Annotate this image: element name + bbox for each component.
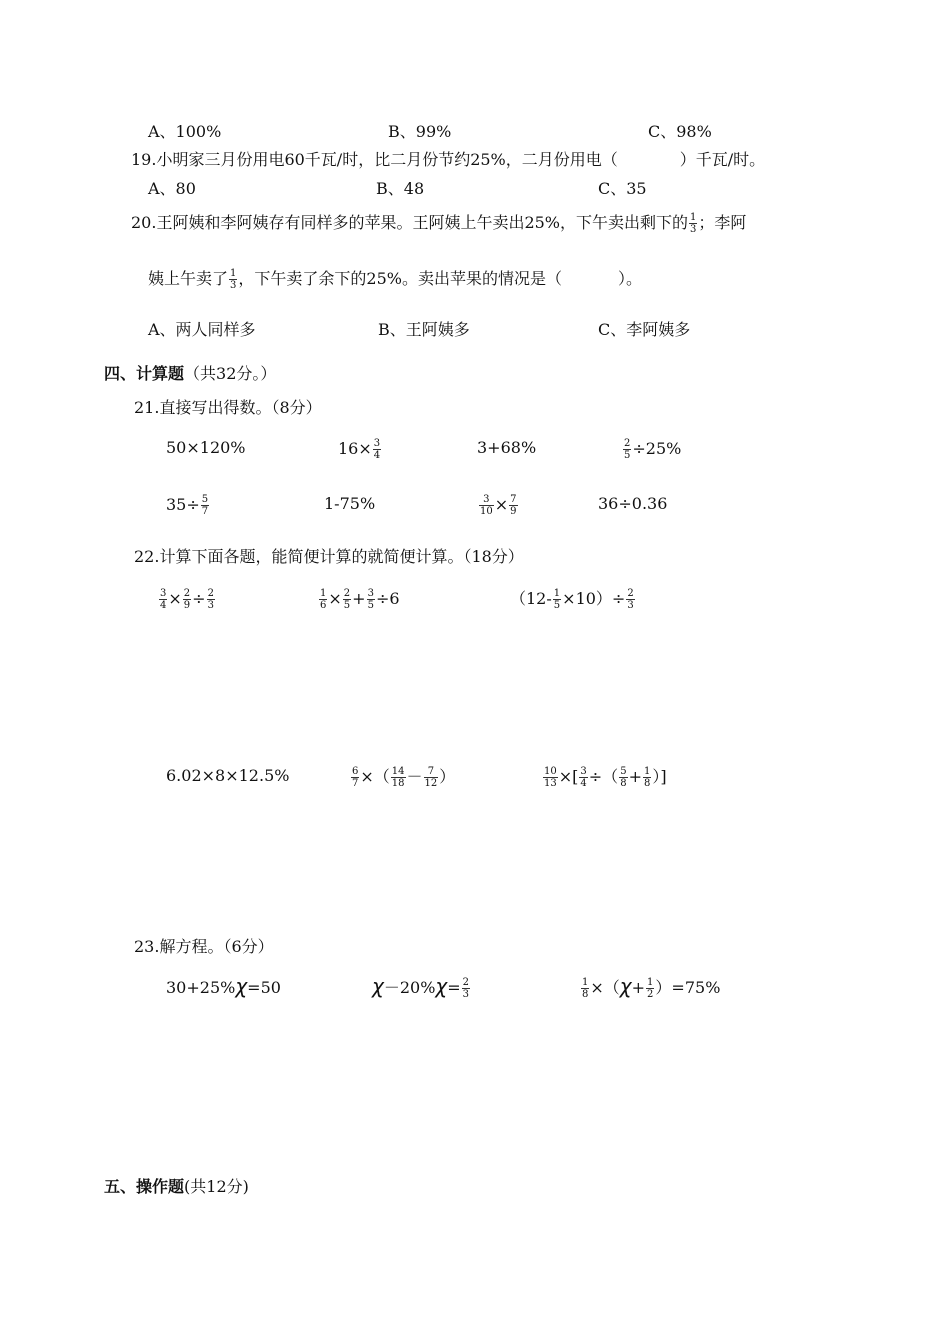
q20-stem-line1 (131, 212, 746, 235)
q22-problem-3: （12- $\frac{1}{5}$ ×10）÷ $\frac{2}{3}$ (510, 588, 634, 611)
q18-option-b: B、99% (388, 122, 452, 141)
q19-stem (131, 150, 765, 170)
q21-expr-4: $\frac{2}{5}$ ÷25% (624, 438, 682, 461)
q23-equation-3: $\frac{1}{8}$ ×（χ+ $\frac{1}{2}$ ）=75% (582, 974, 721, 1000)
q18-option-c: C、98% (648, 122, 712, 141)
section-5-score: (共12分) (184, 1177, 249, 1196)
section-4-title: 四、计算题 (104, 364, 185, 383)
q20-stem-line2 (148, 268, 642, 291)
q21-expr-7: $\frac{3}{10}$ × $\frac{7}{9}$ (480, 494, 517, 517)
q21-title: 21.直接写出得数。（8分） (134, 398, 322, 417)
q19-option-c: C、35 (598, 179, 647, 198)
q19-stem-unit: ）千瓦/时。 (679, 150, 766, 169)
q21-expr-6: 1-75% (324, 494, 376, 513)
q23-equation-2: χ－20%χ= $\frac{2}{3}$ (372, 974, 470, 1000)
q20-option-c: C、李阿姨多 (598, 320, 691, 339)
q20-option-a: A、两人同样多 (148, 320, 256, 339)
q20-option-b: B、王阿姨多 (378, 320, 470, 339)
q22-problem-1: $\frac{3}{4}$ × $\frac{2}{9}$ ÷ $\frac{2}{3}$ (160, 588, 214, 611)
section-4-heading (104, 364, 276, 384)
q20-fraction-1: $\frac{1}{3}$ (690, 212, 697, 235)
q20-text: 20.王阿姨和李阿姨存有同样多的苹果。王阿姨上午卖出25%，下午卖出剩下的 (131, 213, 689, 232)
q23-title: 23.解方程。（6分） (134, 937, 274, 956)
q22-problem-2: $\frac{1}{6}$ × $\frac{2}{5}$ + $\frac{3}{5}$ ÷6 (320, 588, 400, 611)
q20-text-end: ；李阿 (698, 213, 747, 232)
q19-option-a: A、80 (148, 179, 196, 198)
q20-text-2: 姨上午卖了 (148, 269, 229, 288)
q22-problem-6: $\frac{10}{13}$ ×[ $\frac{3}{4}$ ÷（ $\frac{5}{8}$ + $\frac{1}{8}$ ）] (544, 766, 667, 789)
section-4-score: （共32分。） (184, 364, 277, 383)
q21-expr-3: 3+68% (477, 438, 537, 457)
q18-option-a: A、100% (148, 122, 222, 141)
q21-expr-1: 50×120% (166, 438, 246, 457)
q20-text-4: ）。 (617, 269, 642, 288)
q22-problem-4: 6.02×8×12.5% (166, 766, 290, 785)
q19-option-b: B、48 (376, 179, 425, 198)
q19-stem-text: 19.小明家三月份用电60千瓦/时，比二月份节约25%，二月份用电（ (131, 150, 618, 169)
q22-problem-5: $\frac{6}{7}$ ×（ $\frac{14}{18}$ － $\frac{7}{12}$ ） (352, 766, 456, 789)
q22-title: 22.计算下面各题，能简便计算的就简便计算。（18分） (134, 547, 524, 566)
section-5-heading (104, 1177, 249, 1197)
q21-expr-5: 35÷ $\frac{5}{7}$ (166, 494, 209, 517)
q21-expr-2: 16× $\frac{3}{4}$ (338, 438, 381, 461)
q20-fraction-2: $\frac{1}{3}$ (230, 268, 237, 291)
section-5-title: 五、操作题 (104, 1177, 185, 1196)
q21-expr-8: 36÷0.36 (598, 494, 668, 513)
q23-equation-1: 30+25%χ=50 (166, 974, 281, 998)
q20-text-3: ，下午卖了余下的25%。卖出苹果的情况是（ (238, 269, 562, 288)
